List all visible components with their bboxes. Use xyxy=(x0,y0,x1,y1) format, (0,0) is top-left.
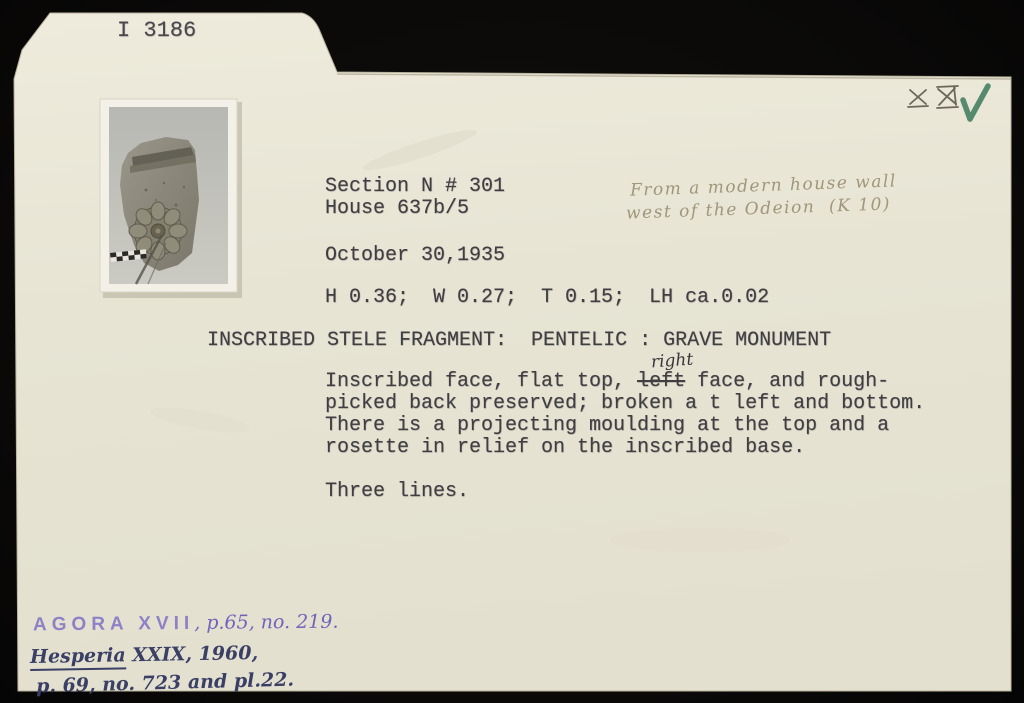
description-line-4: rosette in relief on the inscribed base. xyxy=(325,436,806,459)
description-text: Inscribed face, flat top, xyxy=(325,370,638,393)
handwritten-correction: right xyxy=(650,349,694,373)
lines-note: Three lines. xyxy=(325,480,470,503)
reference-hesperia xyxy=(30,642,258,668)
provenance-note-line-2: west of the Odeion (K 10) xyxy=(625,194,892,224)
dimensions-line: H 0.36; W 0.27; T 0.15; LH ca.0.02 xyxy=(325,286,770,309)
artifact-photo xyxy=(96,95,246,301)
x-mark-icon xyxy=(908,90,928,107)
date-line: October 30,1935 xyxy=(325,244,506,267)
reference-pages: p. 69, no. 723 and pl.22. xyxy=(35,668,295,698)
provenance-note-line-1: From a modern house wall xyxy=(629,171,898,201)
reference-agora xyxy=(33,611,339,637)
description-line-2: picked back preserved; broken a t left and bottom. xyxy=(325,392,926,415)
title-line: INSCRIBED STELE FRAGMENT: PENTELIC : GRAVE MONUMENT xyxy=(207,329,832,352)
agora-stamp: AGORA XVII xyxy=(32,612,195,636)
hesperia-title: Hesperia xyxy=(30,644,126,671)
card-id-number: I 3186 xyxy=(117,18,197,43)
checkoff-marks xyxy=(900,78,1000,126)
stain xyxy=(610,528,790,552)
section-line: Section N # 301 xyxy=(325,175,506,198)
green-check-icon xyxy=(963,86,988,119)
x-mark-crossed-icon xyxy=(937,86,958,108)
description-line-3: There is a projecting moulding at the top and a xyxy=(325,414,890,437)
description-line-1 xyxy=(325,371,889,393)
struck-word: left xyxy=(637,370,686,393)
agora-citation: , p.65, no. 219. xyxy=(194,610,339,634)
house-line: House 637b/5 xyxy=(325,197,470,220)
description-text: face, and rough- xyxy=(685,370,890,393)
hesperia-volume: XXIX, 1960, xyxy=(125,642,259,667)
